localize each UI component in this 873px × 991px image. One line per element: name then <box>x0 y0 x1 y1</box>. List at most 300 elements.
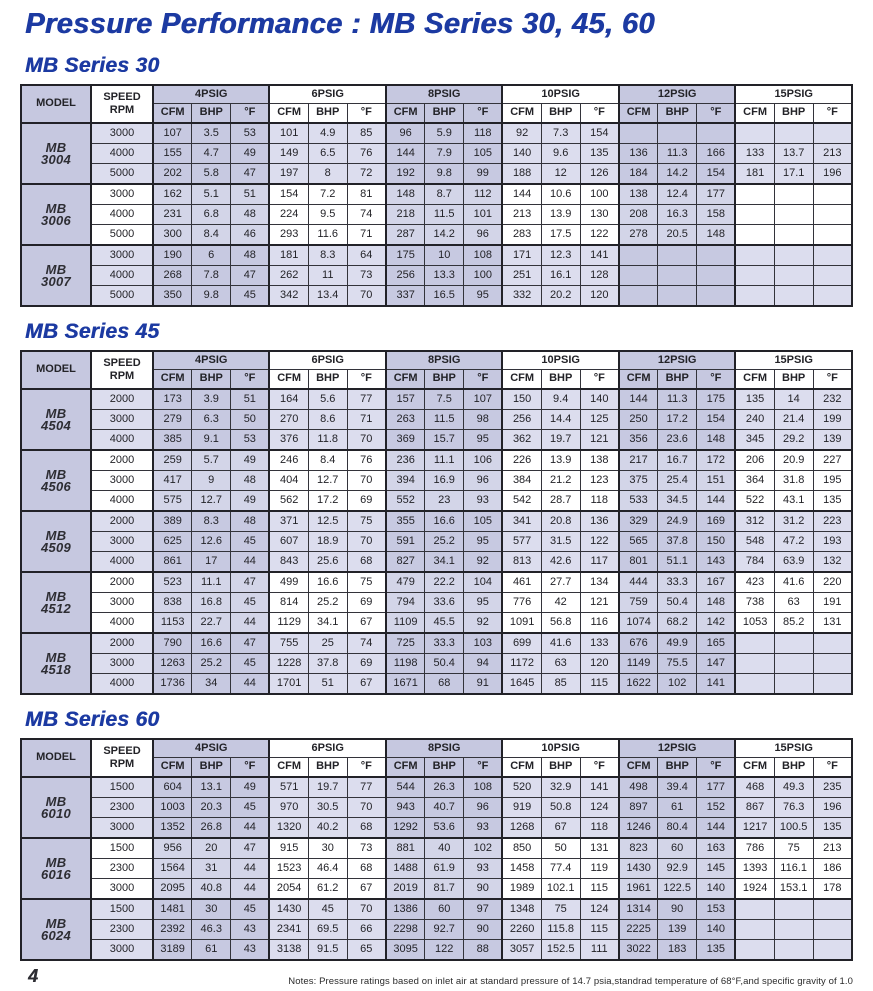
data-cell: 9.8 <box>192 286 231 307</box>
data-cell: 73 <box>347 838 386 859</box>
data-cell: 11.5 <box>425 205 464 225</box>
data-cell: 199 <box>813 410 852 430</box>
data-cell: 108 <box>464 777 503 798</box>
data-cell: 251 <box>502 266 541 286</box>
data-cell: 69 <box>347 593 386 613</box>
data-cell: 33.6 <box>425 593 464 613</box>
section-heading-mb-series-60: MB Series 60 <box>25 708 160 731</box>
sub-column-header: CFM <box>386 370 425 390</box>
data-cell: 522 <box>735 491 774 512</box>
table-row <box>21 286 852 307</box>
data-cell: 30.5 <box>308 798 347 818</box>
data-cell: 16.9 <box>425 471 464 491</box>
data-cell: 1314 <box>619 899 658 920</box>
data-cell: 293 <box>269 225 308 246</box>
data-cell: 9.4 <box>541 389 580 410</box>
data-cell: 148 <box>697 430 736 451</box>
data-cell: 542 <box>502 491 541 512</box>
data-cell: 48 <box>231 245 270 266</box>
model-cell <box>21 184 91 245</box>
data-cell: 6.5 <box>308 144 347 164</box>
data-cell: 48 <box>231 471 270 491</box>
data-cell: 279 <box>153 410 192 430</box>
data-cell: 44 <box>231 674 270 695</box>
data-cell: 134 <box>580 572 619 593</box>
data-cell: 120 <box>580 286 619 307</box>
psig-group-header: 12PSIG <box>619 85 735 104</box>
data-cell: 76 <box>347 144 386 164</box>
data-cell: 8.3 <box>308 245 347 266</box>
data-cell: 12.5 <box>308 511 347 532</box>
data-cell: 140 <box>697 920 736 940</box>
data-cell: 12.6 <box>192 532 231 552</box>
data-cell: 69 <box>347 654 386 674</box>
data-cell: 1228 <box>269 654 308 674</box>
data-cell: 157 <box>386 389 425 410</box>
data-cell: 93 <box>464 859 503 879</box>
data-cell: 2019 <box>386 879 425 900</box>
data-cell: 1172 <box>502 654 541 674</box>
data-cell: 8.6 <box>308 410 347 430</box>
footnote: Notes: Pressure ratings based on inlet air at standard pressure of 14.7 psia,standrad temperature of 68°F,and specific gravity of 1.0 <box>288 976 853 987</box>
data-cell: 2341 <box>269 920 308 940</box>
data-cell: 1153 <box>153 613 192 634</box>
data-cell: 444 <box>619 572 658 593</box>
speed-cell: 5000 <box>91 225 153 246</box>
data-cell: 256 <box>502 410 541 430</box>
page-footer <box>20 966 853 987</box>
data-cell: 8.7 <box>425 184 464 205</box>
data-cell: 122 <box>425 940 464 961</box>
data-cell: 11.1 <box>425 450 464 471</box>
data-cell <box>813 899 852 920</box>
data-cell: 34 <box>192 674 231 695</box>
data-cell: 154 <box>697 164 736 185</box>
speed-cell: 3000 <box>91 940 153 961</box>
data-cell: 5.7 <box>192 450 231 471</box>
data-cell: 95 <box>464 430 503 451</box>
data-cell: 80.4 <box>658 818 697 839</box>
speed-cell: 2000 <box>91 450 153 471</box>
data-cell: 552 <box>386 491 425 512</box>
model-cell <box>21 245 91 306</box>
table-row <box>21 633 852 654</box>
data-cell: 92 <box>502 123 541 144</box>
data-cell: 101 <box>464 205 503 225</box>
data-cell: 135 <box>697 940 736 961</box>
data-cell: 262 <box>269 266 308 286</box>
data-cell: 45 <box>231 286 270 307</box>
data-cell: 66 <box>347 920 386 940</box>
data-cell: 13.7 <box>774 144 813 164</box>
data-cell: 43 <box>231 920 270 940</box>
table-row <box>21 613 852 634</box>
model-name-line2: 4509 <box>40 539 72 555</box>
data-cell: 53 <box>231 430 270 451</box>
data-cell: 6.8 <box>192 205 231 225</box>
data-cell: 102 <box>658 674 697 695</box>
data-cell: 881 <box>386 838 425 859</box>
table-row <box>21 450 852 471</box>
data-cell: 196 <box>813 798 852 818</box>
psig-group-header: 8PSIG <box>386 739 502 758</box>
data-cell: 155 <box>153 144 192 164</box>
data-cell: 68 <box>347 552 386 573</box>
data-cell <box>813 286 852 307</box>
data-cell <box>658 286 697 307</box>
data-cell: 47 <box>231 164 270 185</box>
data-cell: 152.5 <box>541 940 580 961</box>
data-cell <box>658 123 697 144</box>
data-cell: 93 <box>464 491 503 512</box>
data-cell: 1701 <box>269 674 308 695</box>
data-cell: 1149 <box>619 654 658 674</box>
data-cell: 131 <box>813 613 852 634</box>
data-cell <box>735 205 774 225</box>
data-cell: 90 <box>464 920 503 940</box>
data-cell: 13.3 <box>425 266 464 286</box>
psig-group-header: 6PSIG <box>269 351 385 370</box>
data-cell: 823 <box>619 838 658 859</box>
data-cell <box>735 920 774 940</box>
data-cell: 1622 <box>619 674 658 695</box>
table-row <box>21 920 852 940</box>
data-cell: 14.2 <box>658 164 697 185</box>
data-cell: 19.7 <box>308 777 347 798</box>
data-cell: 591 <box>386 532 425 552</box>
data-cell: 759 <box>619 593 658 613</box>
sub-column-header: °F <box>464 104 503 124</box>
data-cell: 149 <box>269 144 308 164</box>
speed-cell: 3000 <box>91 654 153 674</box>
model-name-line2: 4518 <box>40 661 72 677</box>
data-cell: 533 <box>619 491 658 512</box>
data-cell: 192 <box>386 164 425 185</box>
data-cell: 116 <box>580 613 619 634</box>
psig-group-header: 4PSIG <box>153 85 269 104</box>
sub-column-header: BHP <box>658 370 697 390</box>
data-cell: 3057 <box>502 940 541 961</box>
data-cell <box>774 123 813 144</box>
data-cell: 3138 <box>269 940 308 961</box>
data-cell: 232 <box>813 389 852 410</box>
table-row <box>21 491 852 512</box>
data-cell: 20.8 <box>541 511 580 532</box>
data-cell: 790 <box>153 633 192 654</box>
speed-label-line2: RPM <box>109 104 135 116</box>
mb-series-60-table <box>20 738 853 961</box>
table-row <box>21 430 852 451</box>
data-cell: 171 <box>502 245 541 266</box>
data-cell: 23.6 <box>658 430 697 451</box>
data-cell: 7.2 <box>308 184 347 205</box>
data-cell: 40.2 <box>308 818 347 839</box>
model-cell <box>21 123 91 184</box>
data-cell: 106 <box>464 450 503 471</box>
data-cell: 5.8 <box>192 164 231 185</box>
data-cell: 1129 <box>269 613 308 634</box>
data-cell: 16.6 <box>308 572 347 593</box>
data-cell: 5.1 <box>192 184 231 205</box>
data-cell: 67 <box>541 818 580 839</box>
sub-column-header: CFM <box>386 758 425 778</box>
sub-column-header: BHP <box>192 104 231 124</box>
data-cell: 93 <box>464 818 503 839</box>
model-name-line1: MB <box>45 261 67 277</box>
model-name-line2: 6016 <box>40 866 72 882</box>
data-cell: 2054 <box>269 879 308 900</box>
model-name-line2: 6024 <box>40 927 72 943</box>
sub-column-header: °F <box>231 104 270 124</box>
sub-column-header: °F <box>580 370 619 390</box>
data-cell: 142 <box>697 613 736 634</box>
data-cell: 9.8 <box>425 164 464 185</box>
data-cell: 2392 <box>153 920 192 940</box>
data-cell: 867 <box>735 798 774 818</box>
data-cell: 31.2 <box>774 511 813 532</box>
model-cell <box>21 838 91 899</box>
model-name-line2: 3004 <box>40 151 72 167</box>
data-cell: 206 <box>735 450 774 471</box>
data-cell: 65 <box>347 940 386 961</box>
data-cell: 177 <box>697 184 736 205</box>
data-cell: 10.6 <box>541 184 580 205</box>
data-cell: 21.4 <box>774 410 813 430</box>
data-cell: 135 <box>735 389 774 410</box>
data-cell: 1217 <box>735 818 774 839</box>
data-cell: 141 <box>580 777 619 798</box>
data-cell: 562 <box>269 491 308 512</box>
data-cell: 135 <box>580 144 619 164</box>
data-cell: 81.7 <box>425 879 464 900</box>
data-cell: 150 <box>697 532 736 552</box>
data-cell: 776 <box>502 593 541 613</box>
speed-cell: 4000 <box>91 674 153 695</box>
speed-cell: 3000 <box>91 245 153 266</box>
model-name-line1: MB <box>45 649 67 665</box>
data-cell: 20.9 <box>774 450 813 471</box>
data-cell: 801 <box>619 552 658 573</box>
data-cell: 77.4 <box>541 859 580 879</box>
data-cell: 11.8 <box>308 430 347 451</box>
model-name-line1: MB <box>45 466 67 482</box>
table-row <box>21 899 852 920</box>
data-cell: 85 <box>347 123 386 144</box>
data-cell <box>813 674 852 695</box>
model-name-line2: 6010 <box>40 805 72 821</box>
psig-group-header: 4PSIG <box>153 739 269 758</box>
page-number: 4 <box>28 966 39 986</box>
data-cell: 116.1 <box>774 859 813 879</box>
data-cell: 12.7 <box>192 491 231 512</box>
speed-cell: 4000 <box>91 205 153 225</box>
data-cell: 16.5 <box>425 286 464 307</box>
table-row <box>21 164 852 185</box>
model-name-line2: 4506 <box>40 478 72 494</box>
data-cell: 112 <box>464 184 503 205</box>
data-cell: 8.4 <box>192 225 231 246</box>
data-cell: 115.8 <box>541 920 580 940</box>
data-cell: 42 <box>541 593 580 613</box>
psig-group-header: 15PSIG <box>735 739 852 758</box>
data-cell: 135 <box>813 818 852 839</box>
data-cell: 136 <box>619 144 658 164</box>
data-cell: 30 <box>308 838 347 859</box>
data-cell: 250 <box>619 410 658 430</box>
data-cell: 49.3 <box>774 777 813 798</box>
sub-column-header: CFM <box>153 758 192 778</box>
data-cell: 342 <box>269 286 308 307</box>
data-cell: 389 <box>153 511 192 532</box>
data-cell: 25.6 <box>308 552 347 573</box>
data-cell: 270 <box>269 410 308 430</box>
data-cell: 20 <box>192 838 231 859</box>
data-cell: 8.3 <box>192 511 231 532</box>
data-cell: 13.9 <box>541 205 580 225</box>
data-cell: 49 <box>231 450 270 471</box>
data-cell: 51 <box>308 674 347 695</box>
data-cell: 7.8 <box>192 266 231 286</box>
data-cell: 3.9 <box>192 389 231 410</box>
speed-cell: 2300 <box>91 798 153 818</box>
data-cell: 68 <box>347 859 386 879</box>
model-name-line2: 3006 <box>40 212 72 228</box>
data-cell: 283 <box>502 225 541 246</box>
data-cell: 133 <box>735 144 774 164</box>
data-cell: 122 <box>580 225 619 246</box>
data-cell: 2260 <box>502 920 541 940</box>
data-cell: 98 <box>464 410 503 430</box>
data-cell: 165 <box>697 633 736 654</box>
data-cell: 43 <box>231 940 270 961</box>
data-cell: 11.1 <box>192 572 231 593</box>
data-cell: 223 <box>813 511 852 532</box>
data-cell: 364 <box>735 471 774 491</box>
sub-column-header: BHP <box>541 758 580 778</box>
data-cell: 369 <box>386 430 425 451</box>
data-cell: 25.2 <box>192 654 231 674</box>
data-cell: 499 <box>269 572 308 593</box>
data-cell: 132 <box>813 552 852 573</box>
table-row <box>21 532 852 552</box>
data-cell: 175 <box>697 389 736 410</box>
data-cell: 1109 <box>386 613 425 634</box>
data-cell: 240 <box>735 410 774 430</box>
data-cell: 107 <box>464 389 503 410</box>
data-cell: 5.6 <box>308 389 347 410</box>
data-cell: 246 <box>269 450 308 471</box>
data-cell: 40 <box>425 838 464 859</box>
speed-cell: 1500 <box>91 838 153 859</box>
data-cell <box>813 205 852 225</box>
data-cell: 20.5 <box>658 225 697 246</box>
table-row <box>21 225 852 246</box>
data-cell: 138 <box>619 184 658 205</box>
data-cell: 44 <box>231 879 270 900</box>
data-cell: 131 <box>580 838 619 859</box>
data-cell: 17 <box>192 552 231 573</box>
table-row <box>21 838 852 859</box>
data-cell <box>813 654 852 674</box>
data-cell: 676 <box>619 633 658 654</box>
mb-series-30-table <box>20 84 853 307</box>
data-cell: 68 <box>425 674 464 695</box>
data-cell: 14 <box>774 389 813 410</box>
data-cell: 126 <box>580 164 619 185</box>
data-cell: 97 <box>464 899 503 920</box>
psig-group-header: 12PSIG <box>619 351 735 370</box>
data-cell: 1292 <box>386 818 425 839</box>
data-cell: 34.5 <box>658 491 697 512</box>
data-cell: 74 <box>347 205 386 225</box>
data-cell: 69 <box>347 491 386 512</box>
header-row <box>21 351 852 370</box>
data-cell: 356 <box>619 430 658 451</box>
data-cell: 46 <box>231 225 270 246</box>
data-cell: 259 <box>153 450 192 471</box>
table-row <box>21 674 852 695</box>
model-name-line1: MB <box>45 793 67 809</box>
data-cell: 178 <box>813 879 852 900</box>
table-row <box>21 410 852 430</box>
data-cell: 404 <box>269 471 308 491</box>
data-cell: 115 <box>580 920 619 940</box>
data-cell: 607 <box>269 532 308 552</box>
sub-column-header: CFM <box>735 104 774 124</box>
data-cell: 136 <box>580 511 619 532</box>
data-cell: 85.2 <box>774 613 813 634</box>
data-cell: 61 <box>658 798 697 818</box>
data-cell: 1645 <box>502 674 541 695</box>
data-cell: 25.4 <box>658 471 697 491</box>
data-cell: 94 <box>464 654 503 674</box>
sub-column-header: CFM <box>619 104 658 124</box>
data-cell <box>774 266 813 286</box>
data-cell: 115 <box>580 879 619 900</box>
table-row <box>21 245 852 266</box>
data-cell: 88 <box>464 940 503 961</box>
data-cell: 843 <box>269 552 308 573</box>
data-cell: 34.1 <box>425 552 464 573</box>
data-cell: 220 <box>813 572 852 593</box>
table-row <box>21 859 852 879</box>
data-cell: 70 <box>347 798 386 818</box>
data-cell: 70 <box>347 532 386 552</box>
sub-column-header: °F <box>813 758 852 778</box>
data-cell: 96 <box>464 471 503 491</box>
data-cell <box>774 940 813 961</box>
sub-column-header: CFM <box>386 104 425 124</box>
speed-cell: 3000 <box>91 532 153 552</box>
psig-group-header: 6PSIG <box>269 739 385 758</box>
data-cell: 699 <box>502 633 541 654</box>
data-cell: 96 <box>464 798 503 818</box>
data-cell: 46.4 <box>308 859 347 879</box>
data-cell: 417 <box>153 471 192 491</box>
data-cell: 141 <box>580 245 619 266</box>
sub-column-header: °F <box>813 104 852 124</box>
sub-column-header: CFM <box>619 370 658 390</box>
data-cell: 44 <box>231 552 270 573</box>
table-row <box>21 940 852 961</box>
sub-column-header: CFM <box>502 370 541 390</box>
data-cell: 827 <box>386 552 425 573</box>
speed-cell: 1500 <box>91 899 153 920</box>
sub-column-header: BHP <box>308 104 347 124</box>
data-cell: 350 <box>153 286 192 307</box>
data-cell <box>619 286 658 307</box>
data-cell: 148 <box>386 184 425 205</box>
